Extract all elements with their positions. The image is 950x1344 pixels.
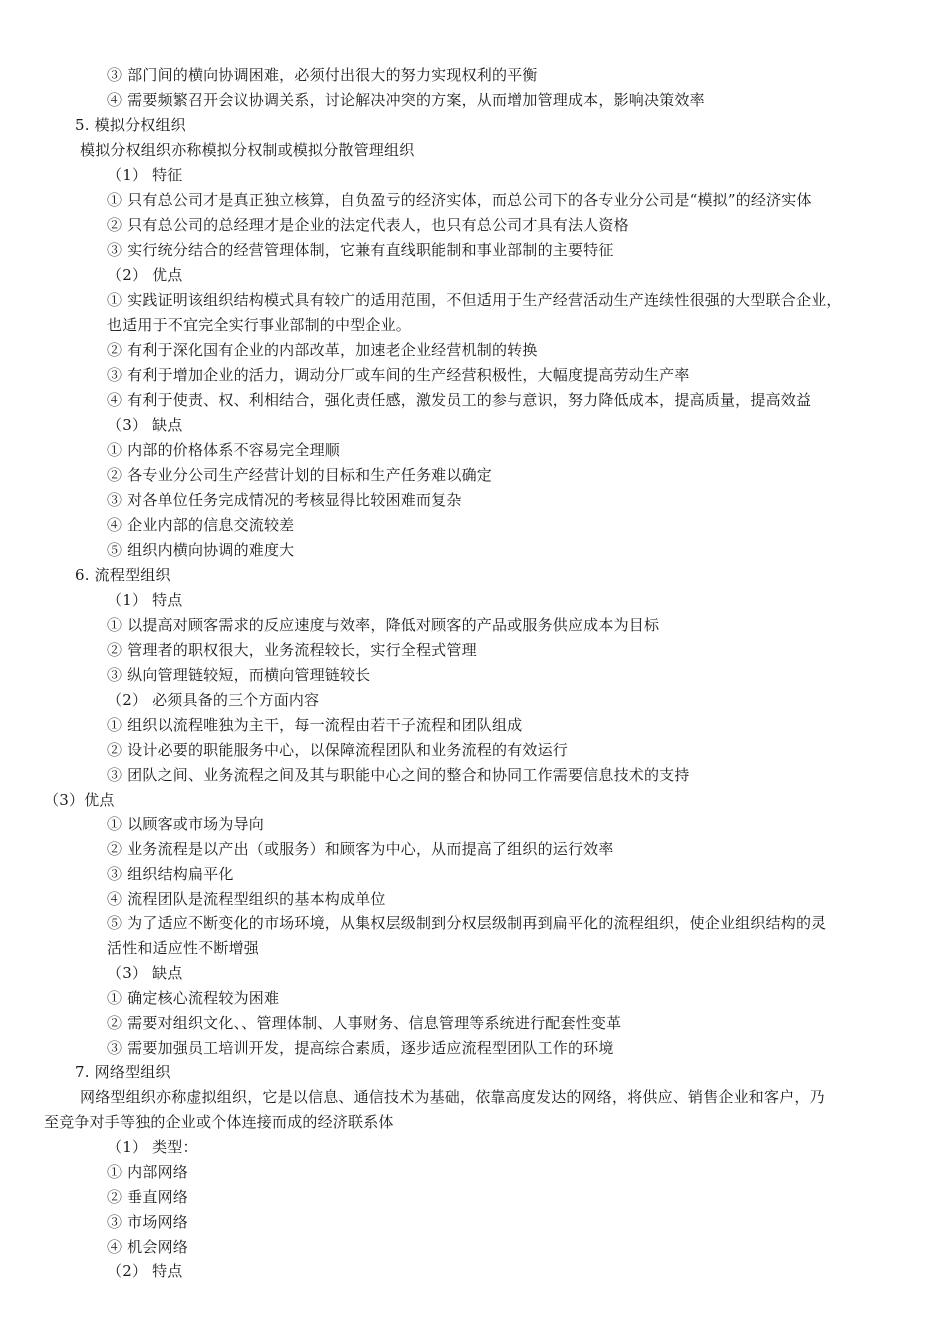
- text-line: ④ 需要频繁召开会议协调关系，讨论解决冲突的方案，从而增加管理成本，影响决策效率: [107, 91, 705, 109]
- text-line: ③ 纵向管理链较短，而横向管理链较长: [107, 666, 371, 684]
- text-line: ③ 部门间的横向协调困难，必须付出很大的努力实现权利的平衡: [107, 66, 538, 84]
- text-line: ① 实践证明该组织结构模式具有较广的适用范围，不但适用于生产经营活动生产连续性很强的大型联合企业，: [107, 291, 842, 309]
- text-line: ② 设计必要的职能服务中心，以保障流程团队和业务流程的有效运行: [107, 741, 568, 759]
- text-line: ⑤ 为了适应不断变化的市场环境，从集权层级制到分权层级制再到扁平化的流程组织，使企业组织结构的灵: [107, 914, 827, 932]
- subheading: （2） 优点: [107, 266, 183, 284]
- text-line: 至竞争对手等独的企业或个体连接而成的经济联系体: [44, 1113, 394, 1131]
- section-heading: 7. 网络型组织: [75, 1063, 171, 1081]
- text-line: ① 以提高对顾客需求的反应速度与效率，降低对顾客的产品或服务供应成本为目标: [107, 616, 660, 634]
- text-line: 活性和适应性不断增强: [107, 939, 260, 957]
- text-line: ① 组织以流程唯独为主干，每一流程由若干子流程和团队组成: [107, 716, 523, 734]
- subheading: （2） 必须具备的三个方面内容: [107, 691, 320, 709]
- subheading: （1） 特征: [107, 166, 183, 184]
- text-line: ③ 市场网络: [107, 1213, 188, 1231]
- section-heading: 6. 流程型组织: [75, 566, 171, 584]
- subheading: （3） 缺点: [107, 964, 183, 982]
- text-line: ② 各专业分公司生产经营计划的目标和生产任务难以确定: [107, 466, 492, 484]
- text-line: ④ 机会网络: [107, 1238, 188, 1256]
- text-line: ① 只有总公司才是真正独立核算，自负盈亏的经济实体，而总公司下的各专业分公司是“模拟”的经济实体: [107, 191, 812, 209]
- text-line: ① 内部网络: [107, 1163, 188, 1181]
- text-line: ④ 流程团队是流程型组织的基本构成单位: [107, 890, 386, 908]
- text-line: ③ 组织结构扁平化: [107, 865, 234, 883]
- text-line: ④ 企业内部的信息交流较差: [107, 516, 295, 534]
- text-line: ③ 团队之间、业务流程之间及其与职能中心之间的整合和协同工作需要信息技术的支持: [107, 766, 690, 784]
- text-line: ④ 有利于使责、权、利相结合，强化责任感，激发员工的参与意识，努力降低成本，提高质量，提高效益: [107, 391, 812, 409]
- subheading: （3）优点: [44, 791, 115, 809]
- text-line: ② 垂直网络: [107, 1188, 188, 1206]
- text-line: ③ 需要加强员工培训开发，提高综合素质，逐步适应流程型团队工作的环境: [107, 1039, 614, 1057]
- subheading: （3） 缺点: [107, 416, 183, 434]
- text-line: ⑤ 组织内横向协调的难度大: [107, 541, 295, 559]
- text-line: ① 内部的价格体系不容易完全理顺: [107, 441, 340, 459]
- text-line: 也适用于不宜完全实行事业部制的中型企业。: [107, 316, 412, 334]
- text-line: ① 确定核心流程较为困难: [107, 989, 280, 1007]
- subheading: （2） 特点: [107, 1262, 183, 1280]
- subheading: （1） 特点: [107, 591, 183, 609]
- text-line: 模拟分权组织亦称模拟分权制或模拟分散管理组织: [80, 141, 415, 159]
- text-line: ② 管理者的职权很大，业务流程较长，实行全程式管理: [107, 641, 477, 659]
- text-line: ③ 实行统分结合的经营管理体制，它兼有直线职能制和事业部制的主要特征: [107, 241, 614, 259]
- text-line: ② 需要对组织文化、、管理体制、人事财务、信息管理等系统进行配套性变革: [107, 1014, 622, 1032]
- text-line: ② 业务流程是以产出（或服务）和顾客为中心，从而提高了组织的运行效率: [107, 840, 614, 858]
- text-line: ③ 对各单位任务完成情况的考核显得比较困难而复杂: [107, 491, 462, 509]
- text-line: 网络型组织亦称虚拟组织，它是以信息、通信技术为基础，依靠高度发达的网络，将供应、销售企业和客户，乃: [80, 1088, 825, 1106]
- section-heading: 5. 模拟分权组织: [75, 116, 186, 134]
- subheading: （1） 类型：: [107, 1138, 198, 1156]
- text-line: ③ 有利于增加企业的活力，调动分厂或车间的生产经营积极性，大幅度提高劳动生产率: [107, 366, 690, 384]
- text-line: ① 以顾客或市场为导向: [107, 815, 264, 833]
- text-line: ② 只有总公司的总经理才是企业的法定代表人，也只有总公司才具有法人资格: [107, 216, 629, 234]
- text-line: ② 有利于深化国有企业的内部改革，加速老企业经营机制的转换: [107, 341, 538, 359]
